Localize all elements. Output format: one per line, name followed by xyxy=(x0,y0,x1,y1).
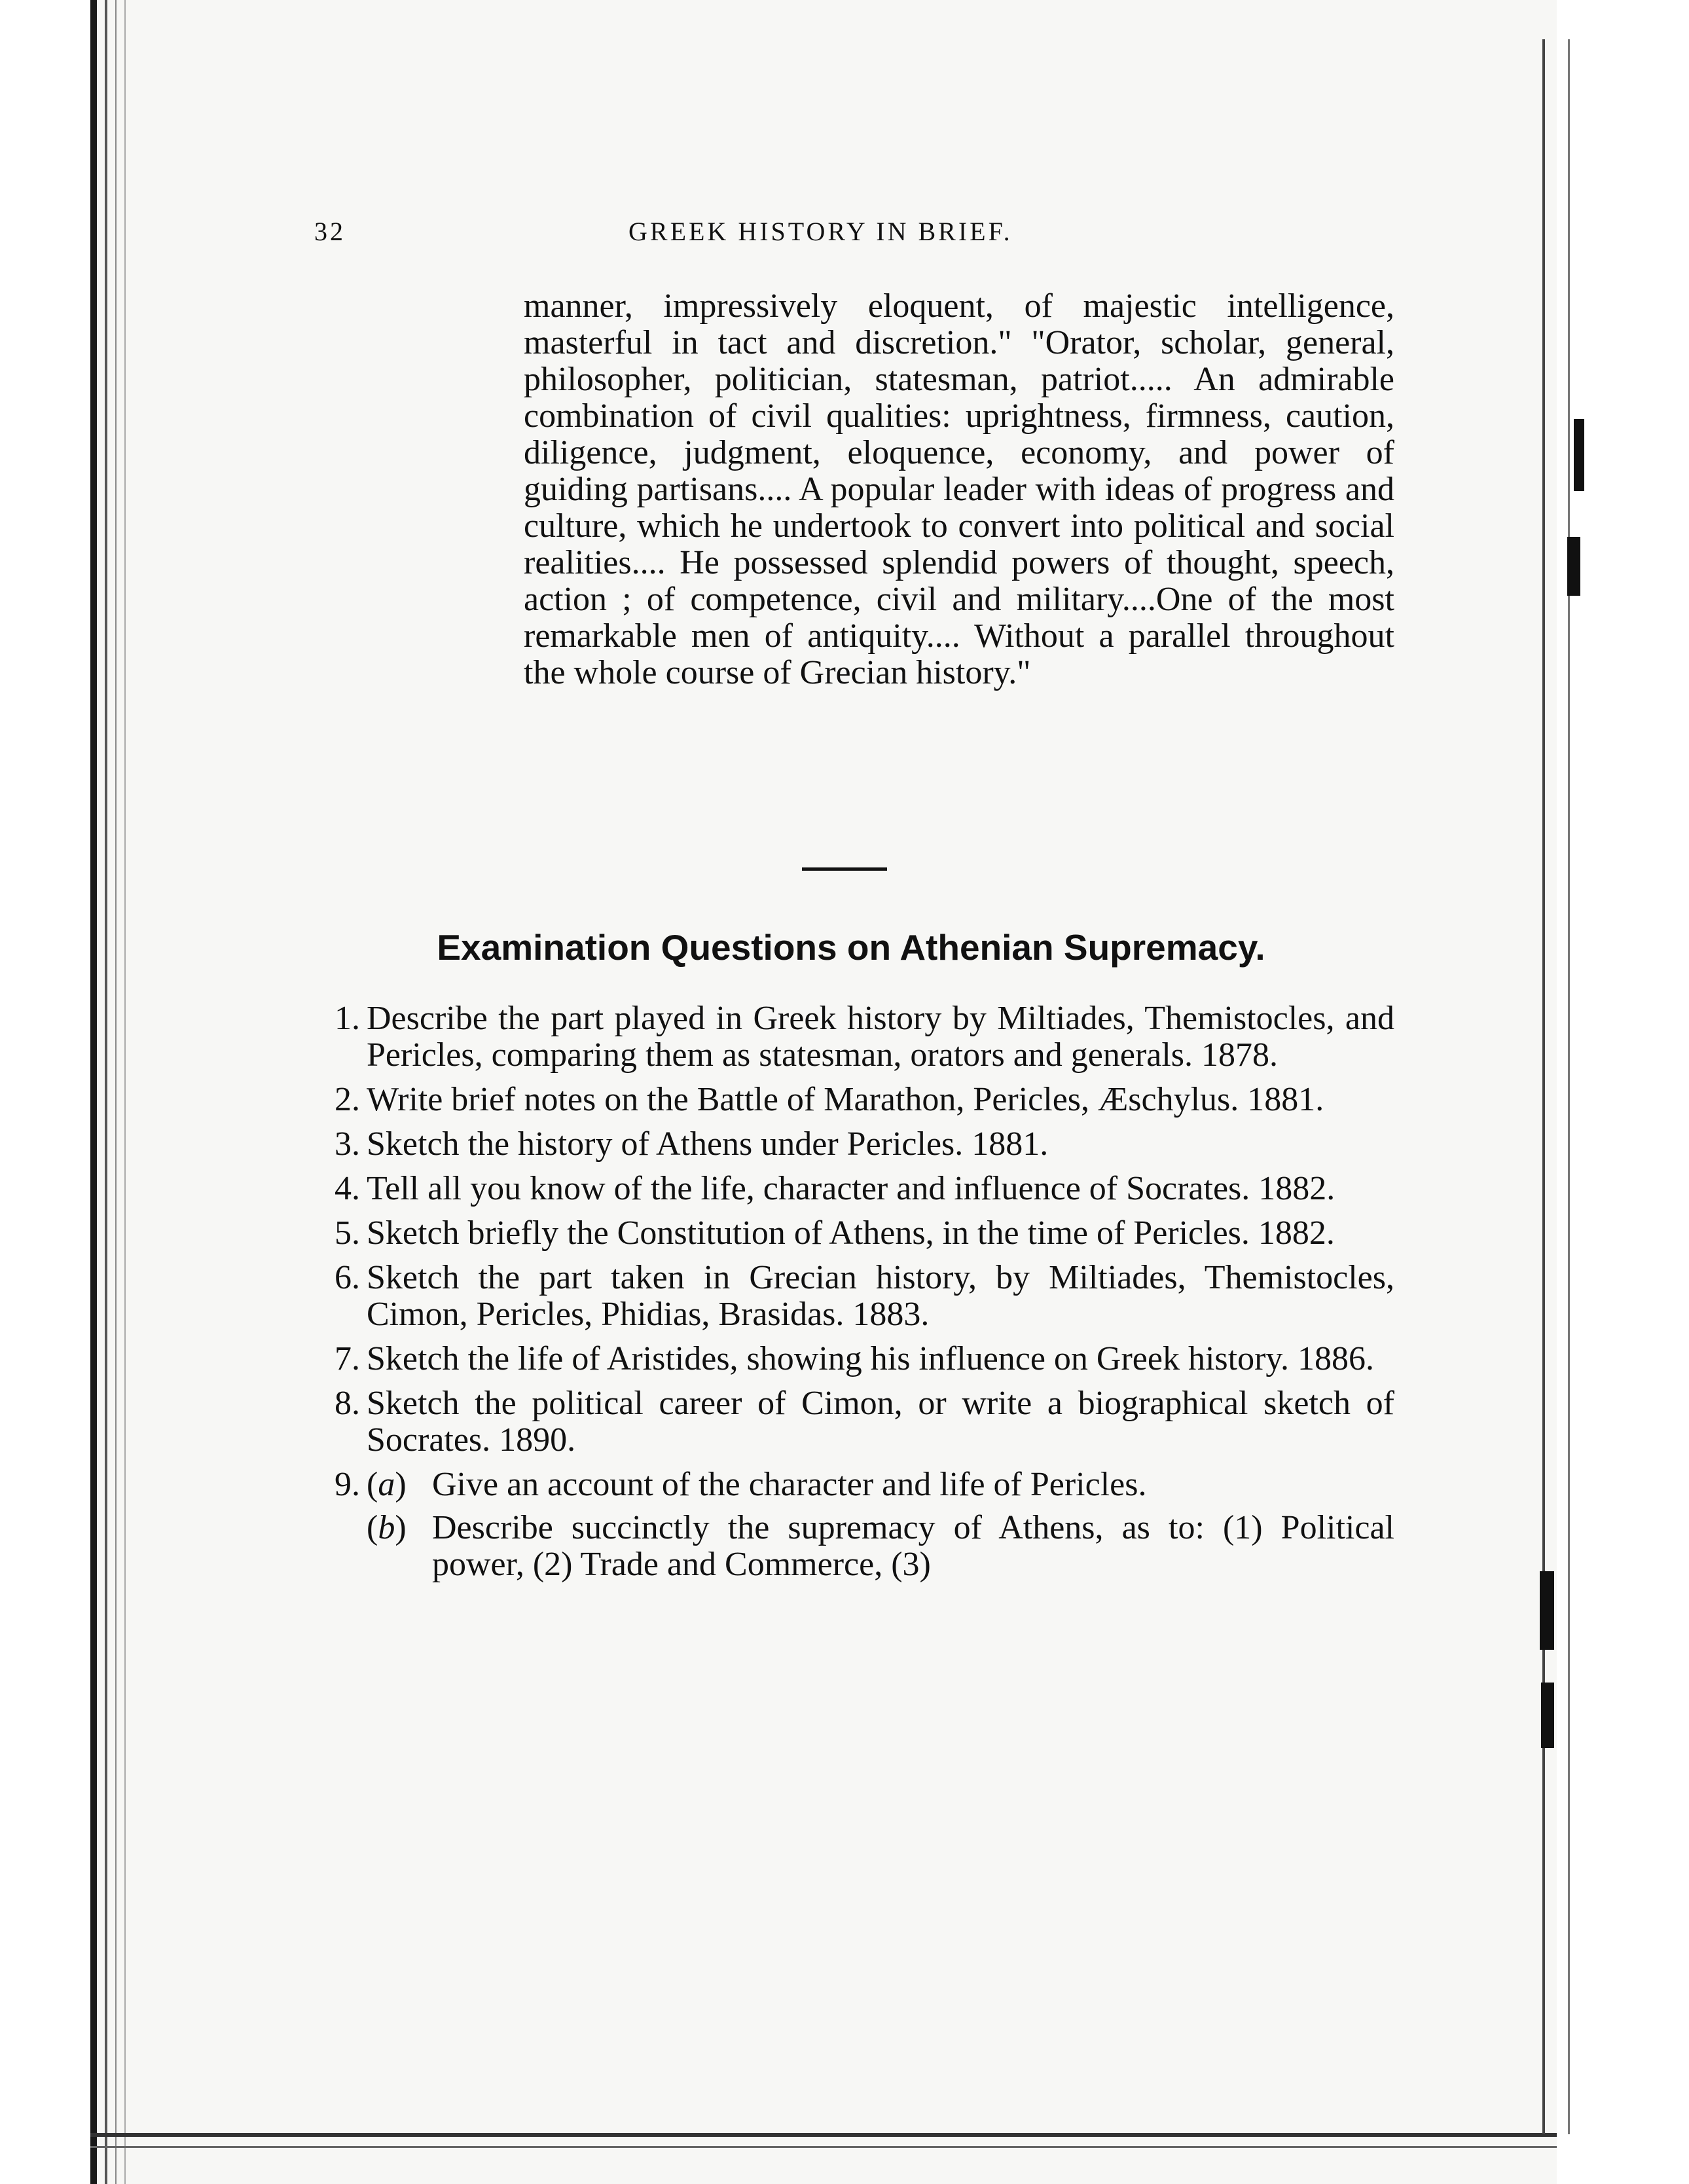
question-list xyxy=(308,1000,1394,1591)
page-bottom-edge xyxy=(90,2133,1557,2137)
section-title: Examination Questions on Athenian Supremacy. xyxy=(437,927,1265,968)
sub-question-letter: (a) xyxy=(367,1466,407,1503)
scan-artifact xyxy=(1541,1683,1554,1748)
running-head: GREEK HISTORY IN BRIEF. xyxy=(628,217,1013,246)
sub-question-letter: (b) xyxy=(367,1509,407,1546)
sub-question-text: Give an account of the character and life of Pericles. xyxy=(432,1466,1147,1503)
question-number: 2. xyxy=(335,1081,360,1118)
binding-edge-line xyxy=(105,0,107,2184)
scan-artifact xyxy=(1567,537,1580,596)
question-number: 5. xyxy=(335,1214,360,1252)
question-item xyxy=(308,1260,1394,1333)
question-number: 6. xyxy=(335,1259,360,1296)
question-number: 1. xyxy=(335,1000,360,1037)
question-item xyxy=(308,1082,1394,1118)
sub-question-a xyxy=(367,1466,1394,1503)
binding-edge-line xyxy=(124,0,126,2184)
scan-artifact xyxy=(1574,419,1584,491)
question-item xyxy=(308,1385,1394,1459)
section-divider xyxy=(802,867,887,871)
question-number: 4. xyxy=(335,1170,360,1207)
question-item xyxy=(308,1126,1394,1163)
page-number: 32 xyxy=(314,217,346,246)
quote-paragraph: manner, impressively eloquent, of majestic intelligence, masterful in tact and discretion." "Orator, scholar, general, philosopher, politician, statesman, patriot..... An admirable combination of civil qualities: uprightness, firmness, caution, diligence, judgment, eloquence, economy, and power of guiding partisans.... A popular leader with ideas of progress and culture, which he undertook to convert into political and social realities.... He possessed splendid powers of thought, speech, action ; of competence, civil and military....One of the most remarkable men of antiquity.... Without a parallel throughout the whole course of Grecian history." xyxy=(524,287,1394,691)
question-number: 7. xyxy=(335,1340,360,1377)
question-item xyxy=(308,1341,1394,1377)
question-text: Write brief notes on the Battle of Marathon, Pericles, Æschylus. 1881. xyxy=(367,1081,1324,1118)
quote-block xyxy=(524,288,1394,691)
question-text: Sketch briefly the Constitution of Athens, in the time of Pericles. 1882. xyxy=(367,1214,1335,1252)
scan-artifact xyxy=(1540,1571,1554,1650)
question-number: 3. xyxy=(335,1125,360,1163)
binding-edge-line xyxy=(115,0,117,2184)
question-item xyxy=(308,1466,1394,1583)
question-number: 8. xyxy=(335,1385,360,1422)
page-bottom-edge xyxy=(90,2146,1557,2148)
binding-edge xyxy=(90,0,97,2184)
sub-question-b xyxy=(367,1510,1394,1583)
question-text: Describe the part played in Greek history by Miltiades, Themistocles, and Pericles, comparing them as statesman, orators and generals. 1878. xyxy=(367,1000,1394,1074)
question-text: Sketch the history of Athens under Pericles. 1881. xyxy=(367,1125,1049,1163)
question-item xyxy=(308,1215,1394,1252)
sub-question-text: Describe succinctly the supremacy of Athens, as to: (1) Political power, (2) Trade and Commerce, (3) xyxy=(432,1509,1394,1583)
sub-question-letter-b: b xyxy=(378,1509,395,1546)
question-text: Sketch the political career of Cimon, or write a biographical sketch of Socrates. 1890. xyxy=(367,1385,1394,1459)
question-number: 9. xyxy=(335,1466,360,1503)
question-item xyxy=(308,1171,1394,1207)
question-text: Sketch the life of Aristides, showing his influence on Greek history. 1886. xyxy=(367,1340,1375,1377)
question-text: Sketch the part taken in Grecian history, by Miltiades, Themistocles, Cimon, Pericles, Phidias, Brasidas. 1883. xyxy=(367,1259,1394,1333)
page-right-edge xyxy=(1542,39,1545,2134)
question-item xyxy=(308,1000,1394,1074)
page-right-edge xyxy=(1568,39,1570,2134)
sub-question-letter-a: a xyxy=(378,1466,395,1503)
question-text: Tell all you know of the life, character and influence of Socrates. 1882. xyxy=(367,1170,1335,1207)
